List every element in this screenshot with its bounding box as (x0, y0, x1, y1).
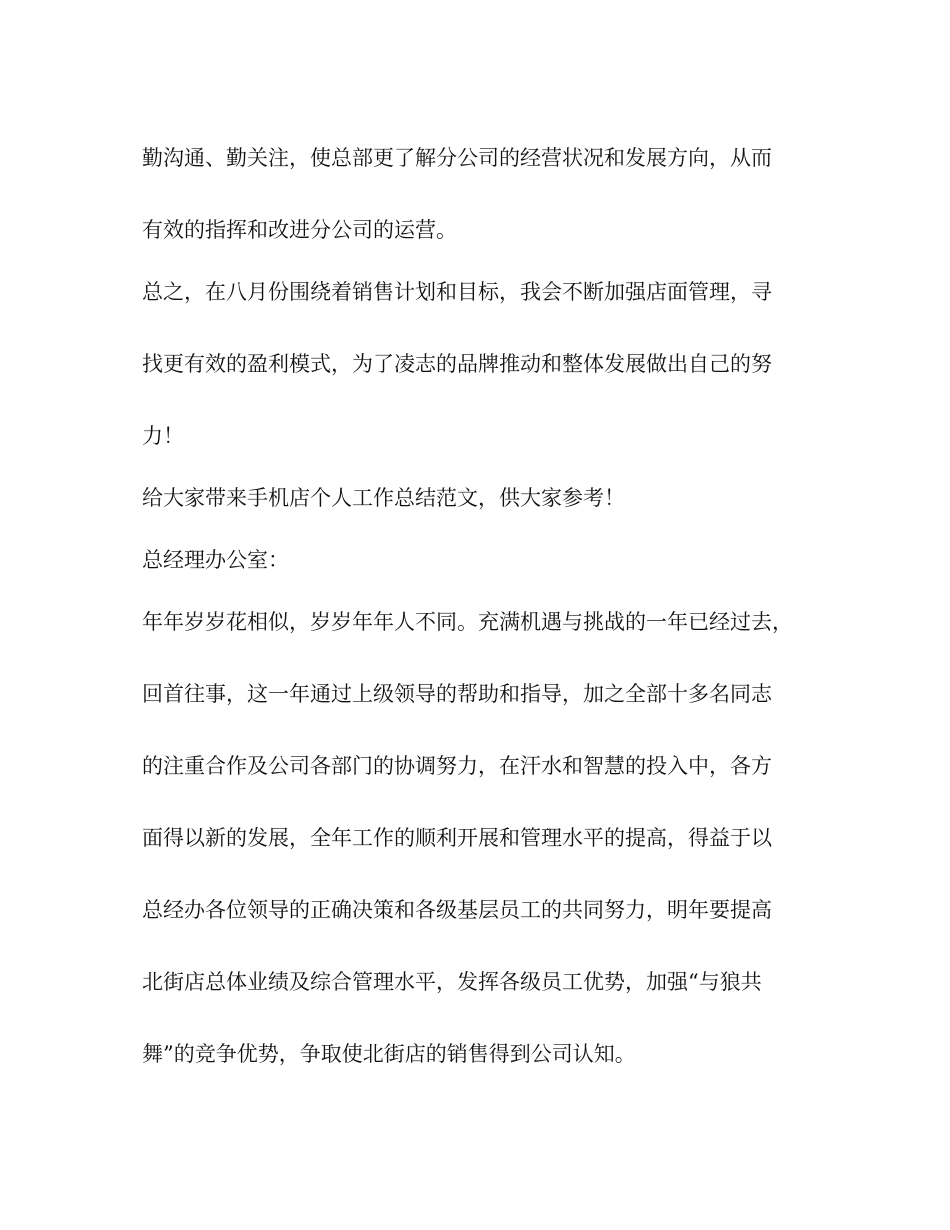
text-line: 面得以新的发展，全年工作的顺利开展和管理水平的提高，得益于以 (142, 826, 772, 850)
text-line: 北街店总体业绩及综合管理水平，发挥各级员工优势，加强“与狼共 (142, 970, 762, 994)
text-line: 勤沟通、勤关注，使总部更了解分公司的经营状况和发展方向，从而 (142, 146, 772, 170)
text-line: 总经办各位领导的正确决策和各级基层员工的共同努力，明年要提高 (142, 898, 772, 922)
text-line: 找更有效的盈利模式，为了凌志的品牌推动和整体发展做出自己的努 (142, 352, 772, 376)
text-line: 回首往事，这一年通过上级领导的帮助和指导，加之全部十多名同志 (142, 682, 772, 706)
text-line: 舞”的竞争优势，争取使北街店的销售得到公司认知。 (142, 1042, 636, 1066)
text-line: 力！ (142, 424, 184, 448)
text-line: 总经理办公室： (142, 548, 289, 572)
text-line: 有效的指挥和改进分公司的运营。 (142, 218, 457, 242)
text-line: 的注重合作及公司各部门的协调努力，在汗水和智慧的投入中，各方 (142, 754, 772, 778)
text-line: 给大家带来手机店个人工作总结范文，供大家参考！ (142, 486, 625, 510)
text-line: 总之，在八月份围绕着销售计划和目标，我会不断加强店面管理，寻 (142, 280, 772, 304)
text-line: 年年岁岁花相似，岁岁年年人不同。充满机遇与挑战的一年已经过去， (142, 610, 793, 634)
